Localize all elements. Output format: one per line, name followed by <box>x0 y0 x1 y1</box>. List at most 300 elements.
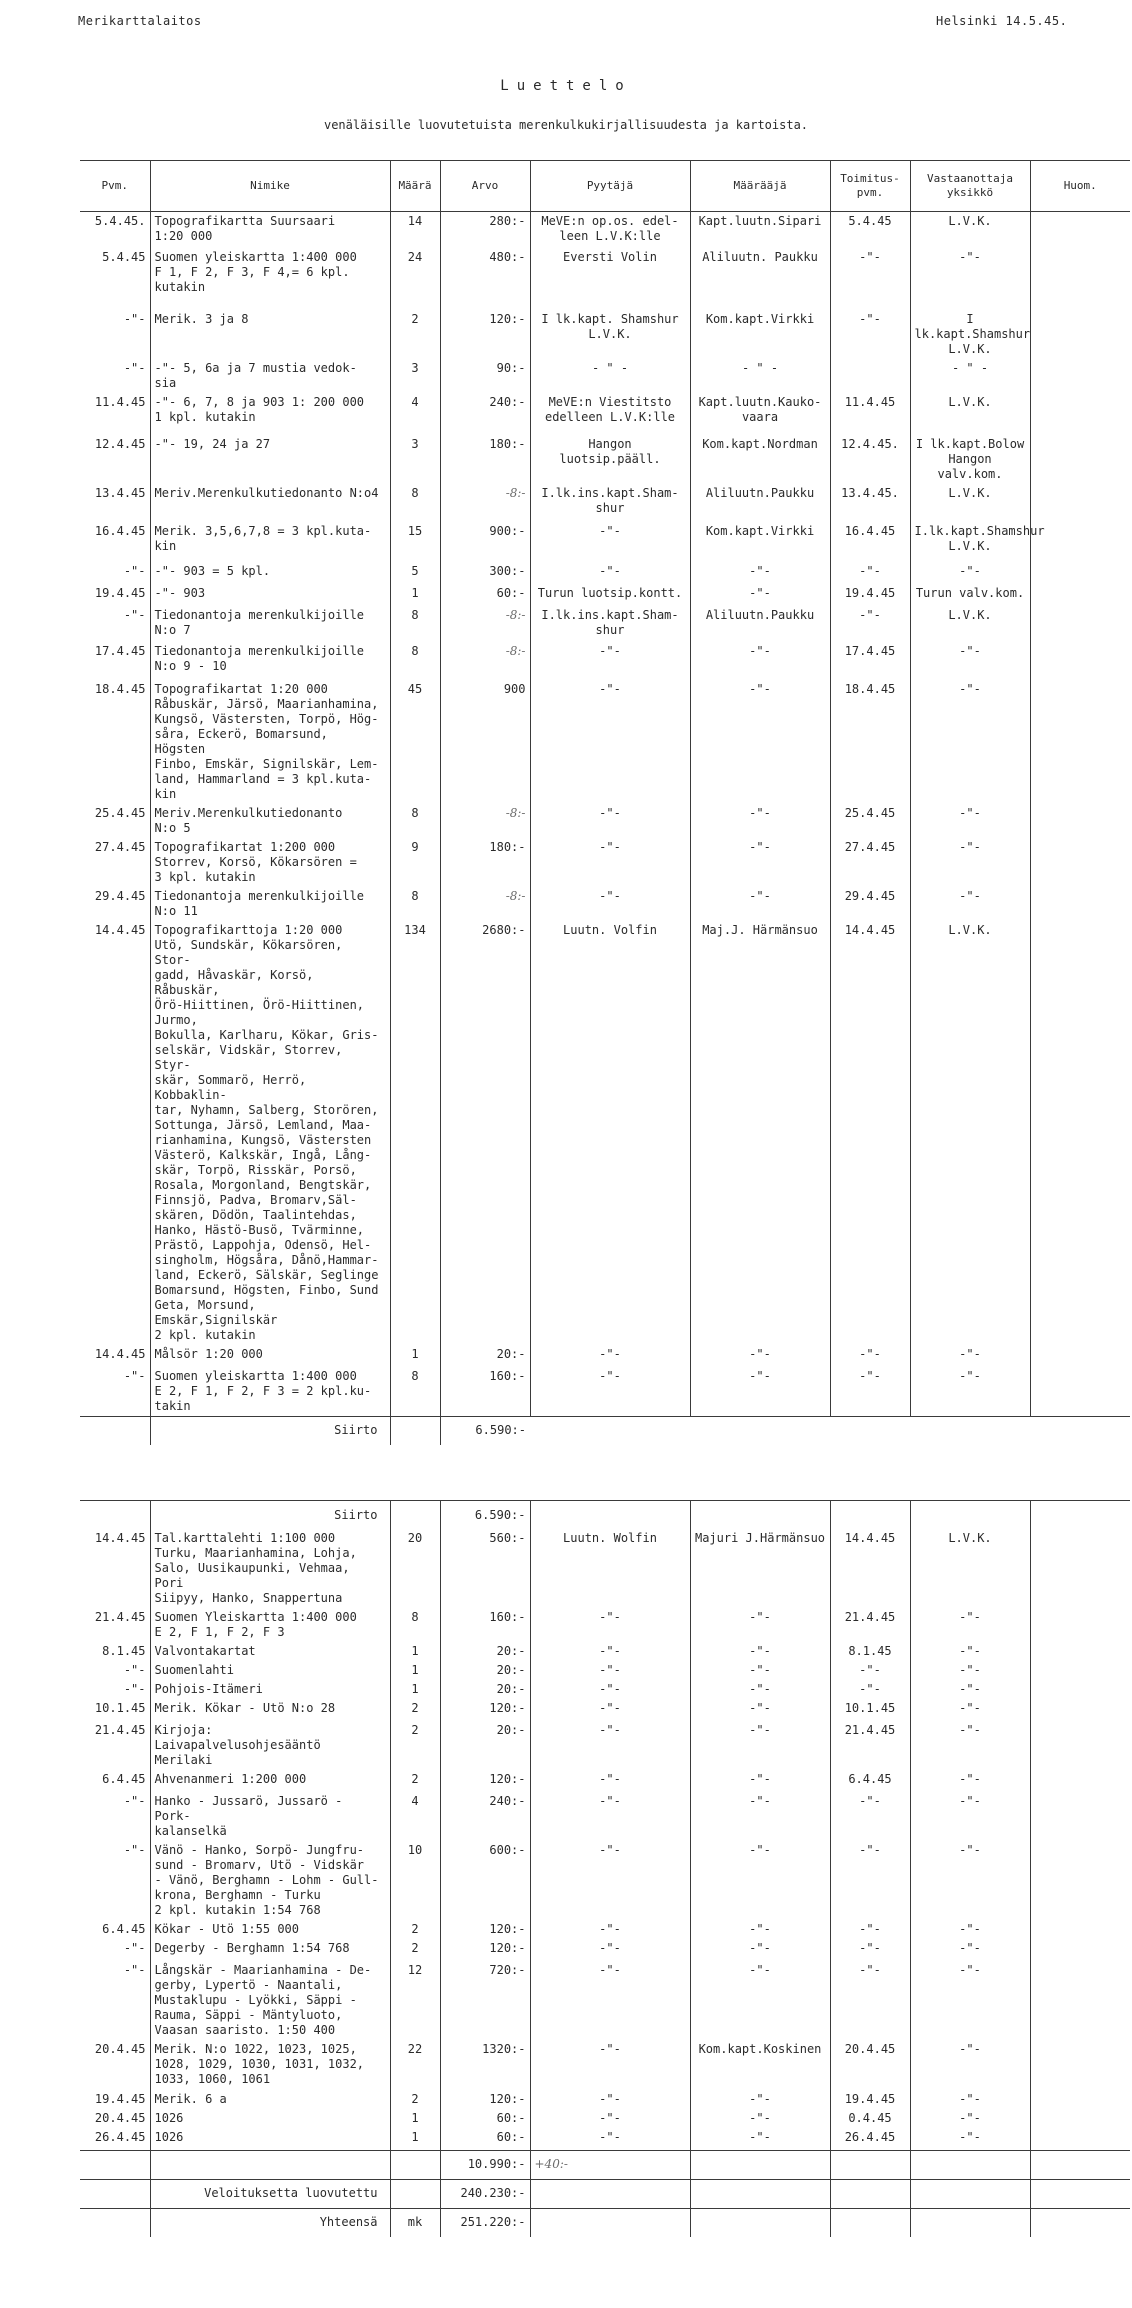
quantity: 3 <box>390 359 440 393</box>
item-title: Topografikartta Suursaari 1:20 000 <box>150 212 390 248</box>
delivery-date: -"- <box>830 1961 910 2040</box>
remarks <box>1030 1920 1130 1939</box>
recipient-unit: I lk.kapt.Shamshur L.V.K. <box>910 310 1030 359</box>
delivery-date <box>830 359 910 393</box>
requester: MeVE:n op.os. edel- leen L.V.K:lle <box>530 212 690 248</box>
quantity: 1 <box>390 1345 440 1367</box>
entry-date: -"- <box>123 1794 146 1808</box>
item-title: Tal.karttalehti 1:100 000 Turku, Maarianhamina, Lohja, Salo, Uusikaupunki, Vehmaa, Pori Siipyy, Hanko, Snappertuna <box>150 1529 390 1608</box>
carry-forward-row <box>80 1416 1130 1445</box>
delivery-date: 11.4.45 <box>830 393 910 435</box>
value: 2680:- <box>440 921 530 1345</box>
quantity: 24 <box>390 248 440 310</box>
recipient-unit: L.V.K. <box>910 212 1030 248</box>
value: 160:- <box>440 1367 530 1417</box>
item-title: Merik. Kökar - Utö N:o 28 <box>150 1699 390 1721</box>
ledger-row <box>80 1841 1130 1920</box>
value: -8:- <box>440 887 530 921</box>
quantity: 9 <box>390 838 440 887</box>
ledger-table-1 <box>80 160 1130 1445</box>
recipient-unit: -"- <box>910 562 1030 584</box>
carried-over-label: Siirto <box>150 1501 390 1530</box>
value: 180:- <box>440 838 530 887</box>
quantity: 3 <box>390 435 440 484</box>
quantity: 2 <box>390 1721 440 1770</box>
currency-unit: mk <box>390 2208 440 2237</box>
orderer: Kom.kapt.Virkki <box>690 310 830 359</box>
orderer: - " - <box>690 359 830 393</box>
orderer: -"- <box>690 887 830 921</box>
requester: -"- <box>530 887 690 921</box>
requester: -"- <box>530 1920 690 1939</box>
value: 900:- <box>440 522 530 562</box>
recipient-unit: -"- <box>910 1642 1030 1661</box>
recipient-unit: -"- <box>910 1345 1030 1367</box>
orderer: -"- <box>690 642 830 680</box>
orderer: -"- <box>690 1608 830 1642</box>
requester: -"- <box>530 680 690 804</box>
entry-date: 16.4.45 <box>94 523 146 538</box>
delivery-date: -"- <box>830 248 910 310</box>
requester: -"- <box>530 1721 690 1770</box>
quantity: 45 <box>390 680 440 804</box>
entry-date: 8.1.45 <box>102 1644 146 1658</box>
quantity: 1 <box>390 1661 440 1680</box>
value: 720:- <box>440 1961 530 2040</box>
item-title: Merik. 6 a <box>150 2090 390 2109</box>
place-and-date: Helsinki 14.5.45. <box>936 14 1068 28</box>
remarks <box>1030 435 1130 484</box>
remarks <box>1030 1529 1130 1608</box>
entry-date: 21.4.45 <box>94 1610 146 1624</box>
delivery-date: 19.4.45 <box>830 2090 910 2109</box>
ledger-row <box>80 212 1130 248</box>
carried-over-value: 6.590:- <box>440 1501 530 1530</box>
remarks <box>1030 1792 1130 1841</box>
value: -8:- <box>440 606 530 642</box>
requester: -"- <box>530 642 690 680</box>
item-title: Suomenlahti <box>150 1661 390 1680</box>
delivery-date: -"- <box>830 606 910 642</box>
requester: MeVE:n Viestitsto edelleen L.V.K:lle <box>530 393 690 435</box>
recipient-unit: L.V.K. <box>910 484 1030 522</box>
remarks <box>1030 1642 1130 1661</box>
recipient-unit: -"- <box>910 1961 1030 2040</box>
orderer: -"- <box>690 1920 830 1939</box>
delivery-date: 19.4.45 <box>830 584 910 606</box>
grand-total-label: Yhteensä <box>150 2208 390 2237</box>
delivery-date: -"- <box>830 1920 910 1939</box>
quantity: 134 <box>390 921 440 1345</box>
requester: -"- <box>530 1642 690 1661</box>
requester: -"- <box>530 2090 690 2109</box>
requester: -"- <box>530 1345 690 1367</box>
ledger-row <box>80 1770 1130 1792</box>
ledger-row <box>80 1721 1130 1770</box>
recipient-unit: -"- <box>910 1939 1030 1961</box>
ledger-row <box>80 642 1130 680</box>
grand-total-row <box>80 2208 1130 2237</box>
ledger-row <box>80 1939 1130 1961</box>
entry-date: 18.4.45 <box>94 681 146 696</box>
requester: -"- <box>530 2109 690 2128</box>
item-title: Ahvenanmeri 1:200 000 <box>150 1770 390 1792</box>
recipient-unit: -"- <box>910 1920 1030 1939</box>
value: 900 <box>440 680 530 804</box>
ledger-row <box>80 921 1130 1345</box>
orderer: -"- <box>690 1642 830 1661</box>
value: 120:- <box>440 1920 530 1939</box>
entry-date: -"- <box>123 360 146 375</box>
delivery-date: -"- <box>830 562 910 584</box>
ledger-row <box>80 1642 1130 1661</box>
quantity: 1 <box>390 2109 440 2128</box>
entry-date: 14.4.45 <box>94 922 146 937</box>
recipient-unit: I.lk.kapt.Shamshur L.V.K. <box>910 522 1030 562</box>
remarks <box>1030 1939 1130 1961</box>
remarks <box>1030 1961 1130 2040</box>
delivery-date: -"- <box>830 1792 910 1841</box>
remarks <box>1030 1721 1130 1770</box>
orderer: -"- <box>690 1345 830 1367</box>
quantity: 2 <box>390 1699 440 1721</box>
entry-date: 25.4.45 <box>94 805 146 820</box>
value: 120:- <box>440 1699 530 1721</box>
delivery-date: -"- <box>830 1939 910 1961</box>
value: 120:- <box>440 1770 530 1792</box>
entry-date: 20.4.45 <box>94 2042 146 2056</box>
requester: -"- <box>530 1961 690 2040</box>
value: 240:- <box>440 1792 530 1841</box>
requester: I.lk.ins.kapt.Sham- shur <box>530 606 690 642</box>
orderer: Kom.kapt.Nordman <box>690 435 830 484</box>
delivery-date: -"- <box>830 1680 910 1699</box>
remarks <box>1030 921 1130 1345</box>
document-title: Luettelo <box>500 78 632 94</box>
entry-date: -"- <box>123 563 146 578</box>
col-header-orderer: Määrääjä <box>690 161 830 212</box>
orderer: -"- <box>690 1661 830 1680</box>
remarks <box>1030 642 1130 680</box>
requester: -"- <box>530 1770 690 1792</box>
ledger-body-1 <box>80 212 1130 1417</box>
remarks <box>1030 359 1130 393</box>
quantity: 8 <box>390 484 440 522</box>
value: 20:- <box>440 1345 530 1367</box>
remarks <box>1030 1770 1130 1792</box>
value: 280:- <box>440 212 530 248</box>
recipient-unit: Turun valv.kom. <box>910 584 1030 606</box>
value: 20:- <box>440 1642 530 1661</box>
ledger-row <box>80 1792 1130 1841</box>
delivery-date: 20.4.45 <box>830 2040 910 2090</box>
delivery-date: 26.4.45 <box>830 2128 910 2150</box>
orderer: -"- <box>690 584 830 606</box>
requester: Turun luotsip.kontt. <box>530 584 690 606</box>
recipient-unit: I lk.kapt.Bolow Hangon valv.kom. <box>910 435 1030 484</box>
item-title: Tiedonantoja merenkulkijoille N:o 7 <box>150 606 390 642</box>
entry-date: 10.1.45 <box>94 1701 146 1715</box>
value: 180:- <box>440 435 530 484</box>
value: -8:- <box>440 484 530 522</box>
subtotal-value: 10.990:- <box>440 2150 530 2179</box>
issuer-organization: Merikarttalaitos <box>78 14 202 28</box>
value: 20:- <box>440 1661 530 1680</box>
orderer: Kom.kapt.Virkki <box>690 522 830 562</box>
remarks <box>1030 484 1130 522</box>
ledger-row <box>80 522 1130 562</box>
remarks <box>1030 1699 1130 1721</box>
quantity: 15 <box>390 522 440 562</box>
ledger-body-2 <box>80 1529 1130 2150</box>
remarks <box>1030 562 1130 584</box>
delivery-date: 18.4.45 <box>830 680 910 804</box>
orderer: -"- <box>690 1367 830 1417</box>
item-title: Målsör 1:20 000 <box>150 1345 390 1367</box>
quantity: 2 <box>390 310 440 359</box>
ledger-row <box>80 359 1130 393</box>
requester: -"- <box>530 2128 690 2150</box>
remarks <box>1030 2128 1130 2150</box>
orderer: -"- <box>690 1939 830 1961</box>
item-title: Topografikarttoja 1:20 000 Utö, Sundskär, Kökarsören, Stor- gadd, Håvaskär, Korsö, Råbuskär, Örö-Hiittinen, Örö-Hiittinen, Jurmo, Bokulla, Karlharu, Kökar, Gris- selskär, Vidskär, Storrev, Styr- skär, Sommarö, Herrö, Kobbaklin- tar, Nyhamn, Salberg, Storören, Sottunga, Järsö, Lemland, Maa- rianhamina, Kungsö, Västersten Västerö, Kalkskär, Ingå, Lång- skär, Torpö, Risskär, Porsö, Rosala, Morgonland, Bengtskär, Finnsjö, Padva, Bromarv,Säl- skären, Dödön, Taalintehdas, Hanko, Hästö-Busö, Tvärminne, Prästö, Lappohja, Odensö, Hel- singholm, Högsåra, Dånö,Hammar- land, Eckerö, Sälskär, Seglinge Bomarsund, Högsten, Finbo, Sund Geta, Morsund, Emskär,Signilskär 2 kpl. kutakin <box>150 921 390 1345</box>
quantity: 8 <box>390 887 440 921</box>
entry-date: 29.4.45 <box>94 888 146 903</box>
remarks <box>1030 310 1130 359</box>
item-title: Suomen yleiskartta 1:400 000 F 1, F 2, F 3, F 4,= 6 kpl. kutakin <box>150 248 390 310</box>
requester: -"- <box>530 522 690 562</box>
ledger-row <box>80 887 1130 921</box>
value: 60:- <box>440 2109 530 2128</box>
entry-date: 5.4.45 <box>102 249 146 264</box>
item-title: Degerby - Berghamn 1:54 768 <box>150 1939 390 1961</box>
ledger-row <box>80 606 1130 642</box>
entry-date: 5.4.45. <box>94 214 146 228</box>
recipient-unit: -"- <box>910 887 1030 921</box>
recipient-unit: -"- <box>910 642 1030 680</box>
handwritten-addition: +40:- <box>534 2157 568 2171</box>
remarks <box>1030 680 1130 804</box>
ledger-row <box>80 562 1130 584</box>
quantity: 8 <box>390 1608 440 1642</box>
item-title: Topografikartat 1:20 000 Råbuskär, Järsö, Maarianhamina, Kungsö, Västersten, Torpö, Hög- såra, Eckerö, Bomarsund, Högsten Finbo, Emskär, Signilskär, Lem- land, Hammarland = 3 kpl.kuta- kin <box>150 680 390 804</box>
orderer: -"- <box>690 1792 830 1841</box>
ledger-row <box>80 838 1130 887</box>
delivery-date: 25.4.45 <box>830 804 910 838</box>
remarks <box>1030 393 1130 435</box>
delivery-date: -"- <box>830 1841 910 1920</box>
delivery-date: 12.4.45. <box>830 435 910 484</box>
col-header-recipient-unit: Vastaanottaja yksikkö <box>910 161 1030 212</box>
delivery-date: 14.4.45 <box>830 921 910 1345</box>
delivery-date: 8.1.45 <box>830 1642 910 1661</box>
orderer: -"- <box>690 1721 830 1770</box>
recipient-unit: -"- <box>910 2109 1030 2128</box>
item-title: Kirjoja: Laivapalvelusohjesääntö Merilaki <box>150 1721 390 1770</box>
item-title: -"- 6, 7, 8 ja 903 1: 200 000 1 kpl. kutakin <box>150 393 390 435</box>
entry-date: 20.4.45 <box>94 2111 146 2125</box>
col-header-item: Nimike <box>150 161 390 212</box>
recipient-unit: -"- <box>910 838 1030 887</box>
orderer: Kom.kapt.Koskinen <box>690 2040 830 2090</box>
quantity: 10 <box>390 1841 440 1920</box>
ledger-row <box>80 2090 1130 2109</box>
value: 20:- <box>440 1721 530 1770</box>
remarks <box>1030 2090 1130 2109</box>
delivery-date: 10.1.45 <box>830 1699 910 1721</box>
value: 560:- <box>440 1529 530 1608</box>
delivery-date: -"- <box>830 310 910 359</box>
remarks <box>1030 1661 1130 1680</box>
requester: Eversti Volin <box>530 248 690 310</box>
ledger-row <box>80 1661 1130 1680</box>
entry-date: -"- <box>123 1941 146 1955</box>
orderer: -"- <box>690 804 830 838</box>
requester: -"- <box>530 1661 690 1680</box>
grand-total-value: 251.220:- <box>440 2208 530 2237</box>
recipient-unit: L.V.K. <box>910 921 1030 1345</box>
requester: -"- <box>530 1699 690 1721</box>
value: 60:- <box>440 584 530 606</box>
remarks <box>1030 1608 1130 1642</box>
carry-forward-label: Siirto <box>150 1416 390 1445</box>
orderer: -"- <box>690 562 830 584</box>
col-header-requester: Pyytäjä <box>530 161 690 212</box>
delivery-date: 13.4.45. <box>830 484 910 522</box>
value: 300:- <box>440 562 530 584</box>
item-title: Vänö - Hanko, Sorpö- Jungfru- sund - Bromarv, Utö - Vidskär - Vänö, Berghamn - Lohm - Gull- krona, Berghamn - Turku 2 kpl. kutakin 1:54 768 <box>150 1841 390 1920</box>
entry-date: 19.4.45 <box>94 585 146 600</box>
remarks <box>1030 804 1130 838</box>
recipient-unit: -"- <box>910 680 1030 804</box>
delivery-date: 16.4.45 <box>830 522 910 562</box>
requester: -"- <box>530 838 690 887</box>
orderer: Majuri J.Härmänsuo <box>690 1529 830 1608</box>
col-header-remarks: Huom. <box>1030 161 1130 212</box>
item-title: Valvontakartat <box>150 1642 390 1661</box>
item-title: Merik. N:o 1022, 1023, 1025, 1028, 1029, 1030, 1031, 1032, 1033, 1060, 1061 <box>150 2040 390 2090</box>
recipient-unit: -"- <box>910 1721 1030 1770</box>
orderer: -"- <box>690 2128 830 2150</box>
value: -8:- <box>440 804 530 838</box>
value: 120:- <box>440 2090 530 2109</box>
item-title: Hanko - Jussarö, Jussarö - Pork- kalanselkä <box>150 1792 390 1841</box>
entry-date: -"- <box>123 1843 146 1857</box>
col-header-quantity: Määrä <box>390 161 440 212</box>
item-title: Meriv.Merenkulkutiedonanto N:o4 <box>150 484 390 522</box>
ledger-row <box>80 2109 1130 2128</box>
remarks <box>1030 522 1130 562</box>
entry-date: -"- <box>123 1663 146 1677</box>
value: 1320:- <box>440 2040 530 2090</box>
requester: -"- <box>530 2040 690 2090</box>
delivery-date: -"- <box>830 1367 910 1417</box>
entry-date: 6.4.45 <box>102 1772 146 1786</box>
delivery-date: 21.4.45 <box>830 1608 910 1642</box>
entry-date: 13.4.45 <box>94 485 146 500</box>
item-title: Kökar - Utö 1:55 000 <box>150 1920 390 1939</box>
quantity: 14 <box>390 212 440 248</box>
item-title: Suomen Yleiskartta 1:400 000 E 2, F 1, F 2, F 3 <box>150 1608 390 1642</box>
entry-date: -"- <box>123 1963 146 1977</box>
entry-date: 27.4.45 <box>94 839 146 854</box>
ledger-row <box>80 1608 1130 1642</box>
ledger-sheet-1 <box>80 160 1130 1445</box>
quantity: 1 <box>390 1680 440 1699</box>
entry-date: 19.4.45 <box>94 2092 146 2106</box>
value: 120:- <box>440 1939 530 1961</box>
quantity: 2 <box>390 1939 440 1961</box>
item-title: Merik. 3 ja 8 <box>150 310 390 359</box>
entry-date: 14.4.45 <box>94 1346 146 1361</box>
carried-over-row <box>80 1501 1130 1530</box>
quantity: 8 <box>390 1367 440 1417</box>
orderer: Aliluutn.Paukku <box>690 606 830 642</box>
item-title: Tiedonantoja merenkulkijoille N:o 9 - 10 <box>150 642 390 680</box>
requester: - " - <box>530 359 690 393</box>
ledger-row <box>80 804 1130 838</box>
quantity: 2 <box>390 1920 440 1939</box>
recipient-unit: L.V.K. <box>910 393 1030 435</box>
quantity: 4 <box>390 1792 440 1841</box>
recipient-unit: -"- <box>910 2090 1030 2109</box>
free-of-charge-label: Veloituksetta luovutettu <box>150 2179 390 2208</box>
orderer: -"- <box>690 680 830 804</box>
quantity: 5 <box>390 562 440 584</box>
carry-forward-value: 6.590:- <box>440 1416 530 1445</box>
ledger-row <box>80 2128 1130 2150</box>
remarks <box>1030 584 1130 606</box>
orderer: -"- <box>690 2090 830 2109</box>
item-title: -"- 903 = 5 kpl. <box>150 562 390 584</box>
entry-date: 21.4.45 <box>94 1723 146 1737</box>
remarks <box>1030 1680 1130 1699</box>
ledger-row <box>80 1961 1130 2040</box>
orderer: -"- <box>690 1699 830 1721</box>
quantity: 1 <box>390 2128 440 2150</box>
orderer: Aliluutn.Paukku <box>690 484 830 522</box>
value: 20:- <box>440 1680 530 1699</box>
ledger-row <box>80 484 1130 522</box>
entry-date: 12.4.45 <box>94 436 146 451</box>
recipient-unit: -"- <box>910 1367 1030 1417</box>
entry-date: -"- <box>123 1682 146 1696</box>
value: -8:- <box>440 642 530 680</box>
recipient-unit: - " - <box>910 359 1030 393</box>
ledger-row <box>80 248 1130 310</box>
remarks <box>1030 2040 1130 2090</box>
ledger-row <box>80 1367 1130 1417</box>
item-title: -"- 5, 6a ja 7 mustia vedok- sia <box>150 359 390 393</box>
requester: Hangon luotsip.pääll. <box>530 435 690 484</box>
delivery-date: 29.4.45 <box>830 887 910 921</box>
requester: Luutn. Volfin <box>530 921 690 1345</box>
col-header-delivery-date: Toimitus- pvm. <box>830 161 910 212</box>
item-title: -"- 903 <box>150 584 390 606</box>
requester: -"- <box>530 804 690 838</box>
requester: -"- <box>530 1841 690 1920</box>
delivery-date: 27.4.45 <box>830 838 910 887</box>
column-header-row <box>80 161 1130 212</box>
ledger-row <box>80 393 1130 435</box>
orderer: Aliluutn. Paukku <box>690 248 830 310</box>
ledger-row <box>80 1345 1130 1367</box>
ledger-table-2 <box>80 1500 1130 2237</box>
requester: -"- <box>530 1939 690 1961</box>
delivery-date: -"- <box>830 1345 910 1367</box>
remarks <box>1030 2109 1130 2128</box>
recipient-unit: -"- <box>910 1770 1030 1792</box>
